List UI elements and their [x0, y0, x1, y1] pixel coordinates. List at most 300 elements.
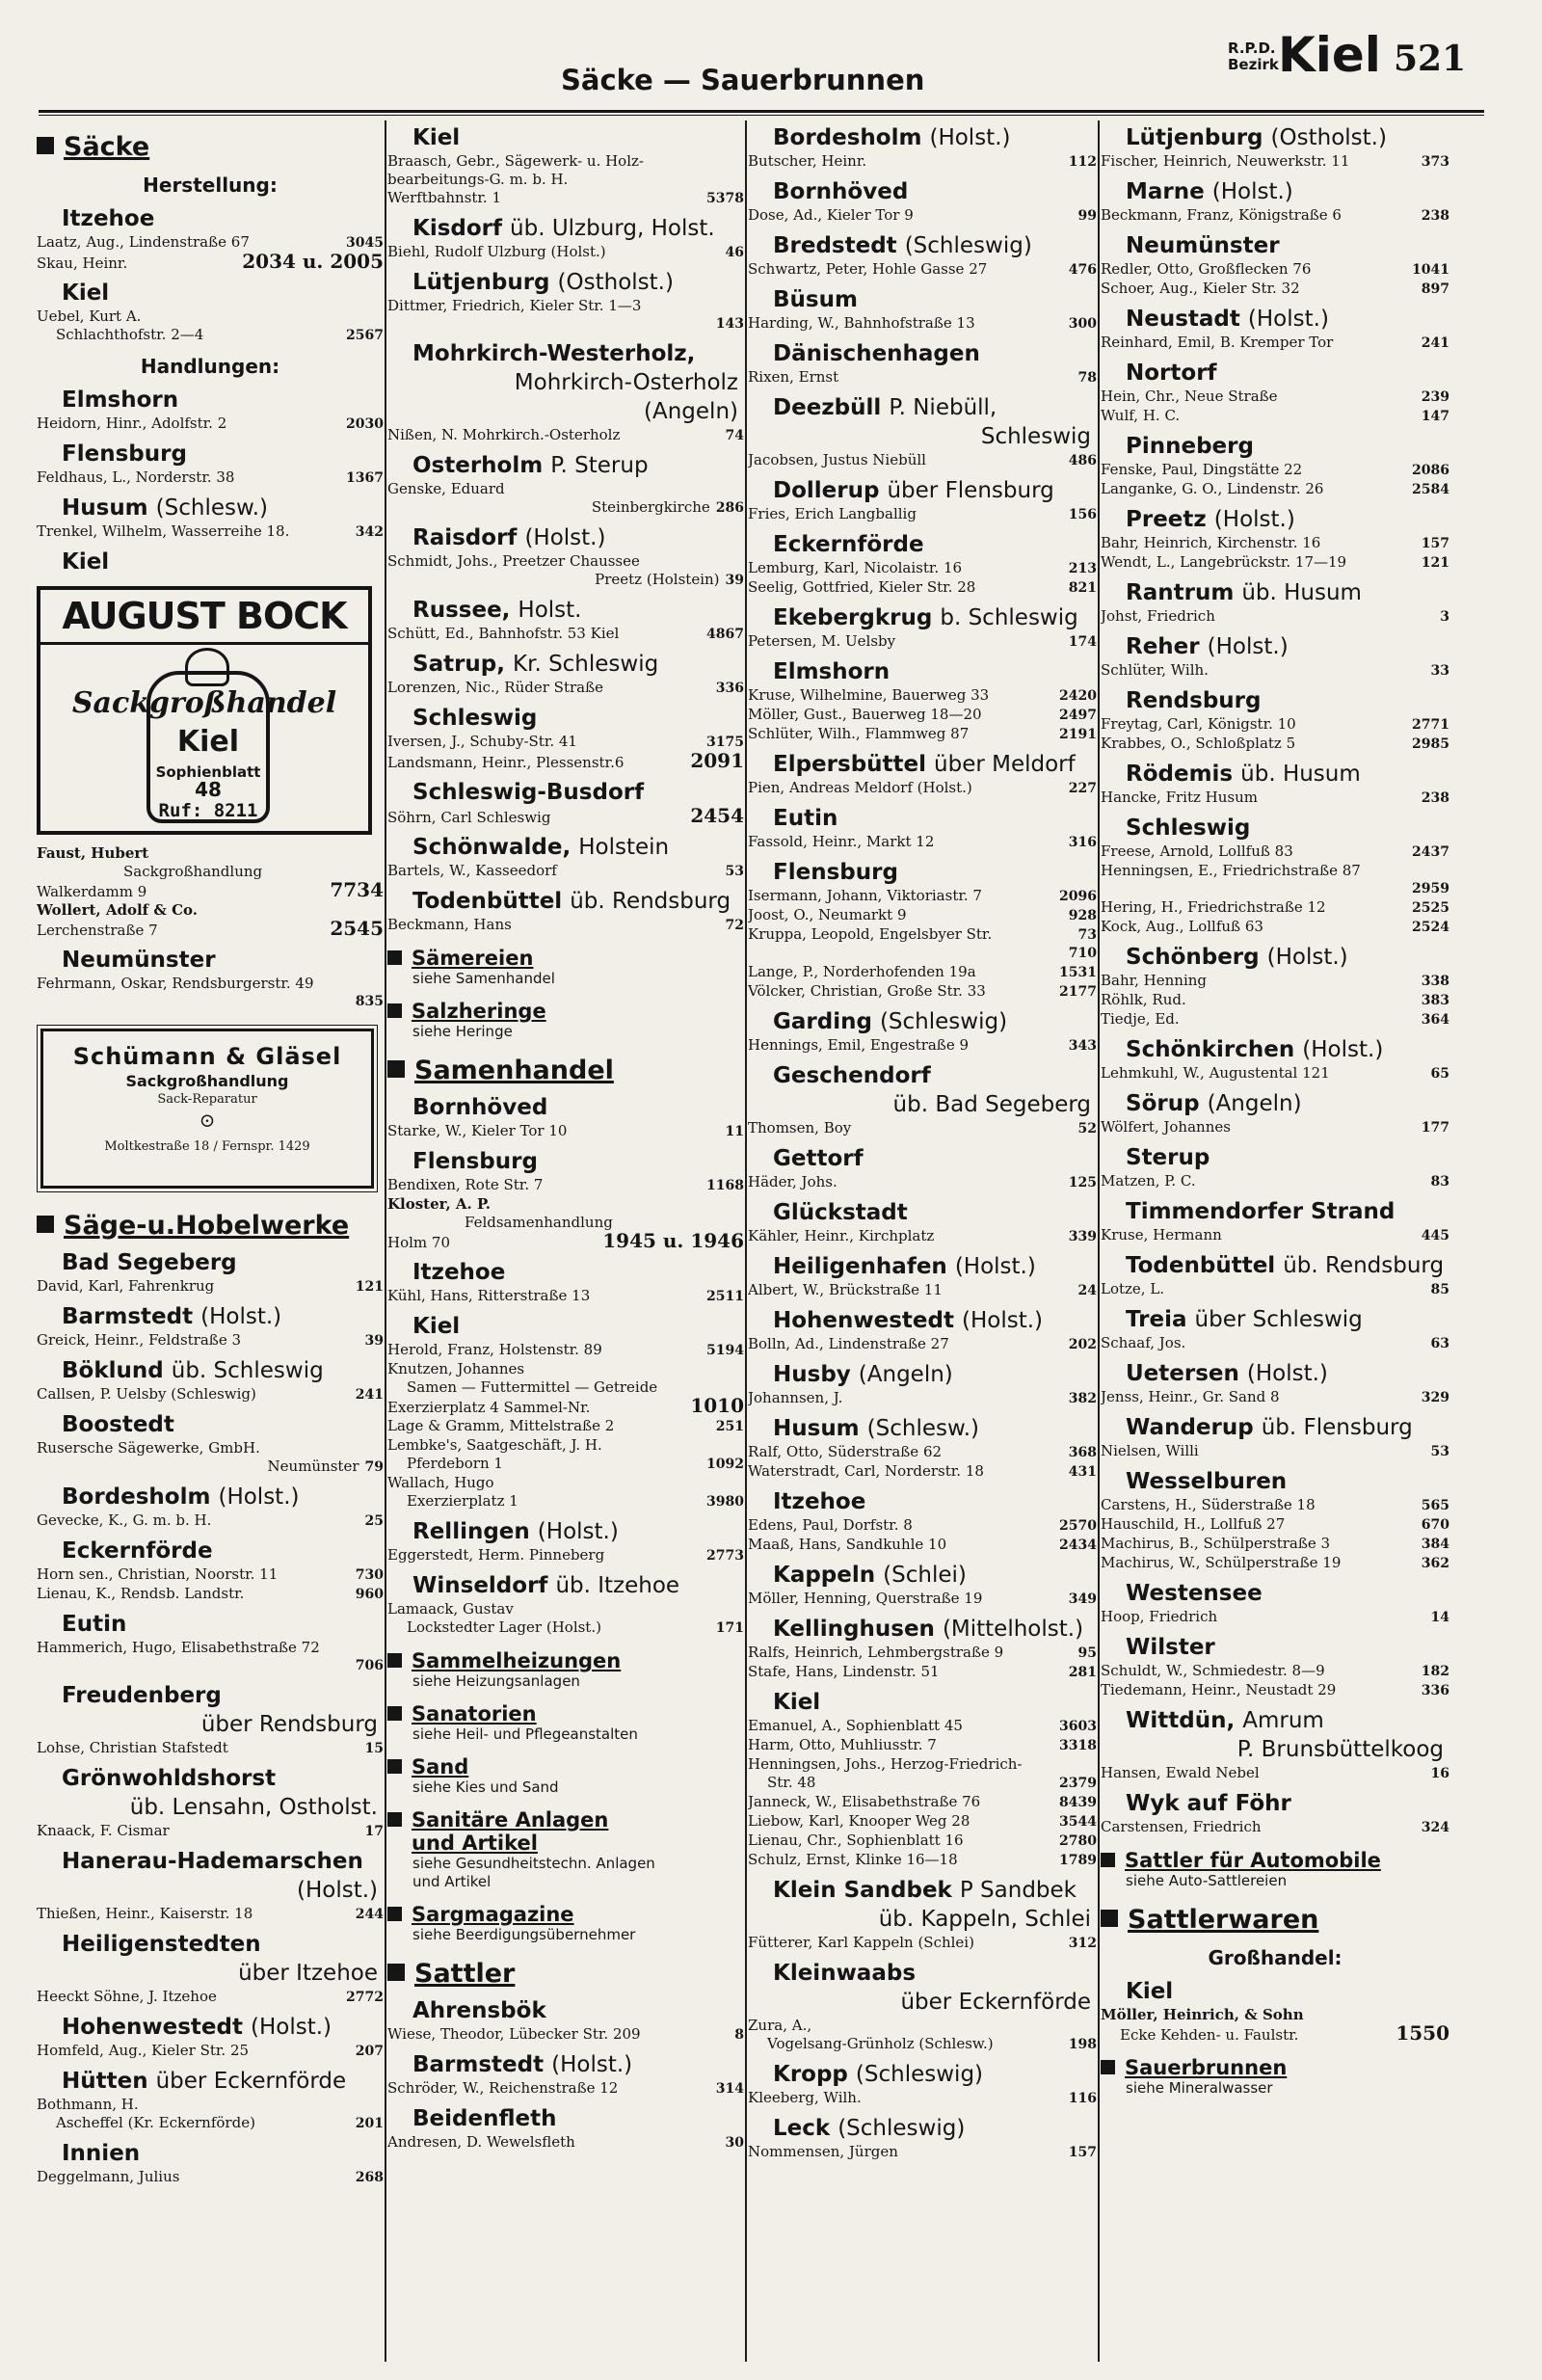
ad-title: Schümann & Gläsel	[72, 1043, 342, 1070]
place-heading: Raisdorf (Holst.)	[412, 525, 606, 550]
ornament-icon: ⊙	[199, 1109, 216, 1132]
listing-entry: Schmidt, Johs., Preetzer Chaussee	[387, 552, 640, 570]
place-heading: Dänischenhagen	[773, 341, 980, 366]
place-heading: Sterup	[1126, 1145, 1210, 1170]
place-heading: Kiel	[62, 281, 110, 306]
running-title: Säcke — Sauerbrunnen	[561, 64, 925, 96]
listing-entry: Henningsen, E., Friedrichstraße 87	[1101, 862, 1361, 879]
listing-entry: Maaß, Hans, Sandkuhle 10 2434	[748, 1536, 1097, 1553]
listing-entry: Zura, A.,	[748, 2017, 812, 2034]
listing-entry: Schlüter, Wilh. 33	[1101, 661, 1449, 679]
reference-text: siehe Heizungsanlagen	[412, 1672, 580, 1690]
place-heading: Satrup, Kr. Schleswig	[412, 652, 659, 677]
section-bullet-icon	[387, 1653, 402, 1668]
page-header	[0, 0, 1542, 116]
place-heading: Ekebergkrug b. Schleswig	[773, 605, 1078, 630]
place-heading: Kropp (Schleswig)	[773, 2062, 984, 2087]
column-divider	[1098, 120, 1100, 2362]
listing-entry: Janneck, W., Elisabethstraße 76 8439	[748, 1793, 1097, 1810]
place-heading: Wanderup üb. Flensburg	[1126, 1415, 1413, 1440]
place-heading: Reher (Holst.)	[1126, 634, 1289, 659]
listing-entry: Hancke, Fritz Husum 238	[1101, 789, 1449, 806]
place-heading: Bordesholm (Holst.)	[62, 1484, 300, 1510]
place-heading: Neumünster	[62, 948, 216, 973]
place-heading: Itzehoe	[62, 206, 155, 231]
place-heading: Rödemis üb. Husum	[1126, 762, 1361, 787]
listing-entry: Möller, Gust., Bauerweg 18—20 2497	[748, 706, 1097, 723]
listing-entry: Fischer, Heinrich, Neuwerkstr. 11 373	[1101, 152, 1449, 170]
listing-entry: Steinbergkirche 286	[591, 498, 744, 516]
reference-heading: Sargmagazine	[387, 1903, 744, 1926]
reference-heading: Sanatorien	[387, 1702, 744, 1725]
place-heading: Sörup (Angeln)	[1126, 1091, 1302, 1116]
listing-entry: Freytag, Carl, Königstr. 10 2771	[1101, 715, 1449, 733]
listing-entry: Ascheffel (Kr. Eckernförde) 201	[56, 2114, 384, 2131]
listing-entry: Kruppa, Leopold, Engelsbyer Str. 73	[748, 925, 1097, 943]
listing-entry: Johst, Friedrich 3	[1101, 607, 1449, 625]
listing-entry: Thießen, Heinr., Kaiserstr. 18 244	[37, 1905, 384, 1922]
listing-entry: Landsmann, Heinr., Plessenstr.6 2091	[387, 749, 744, 772]
listing-entry: Langanke, G. O., Lindenstr. 26 2584	[1101, 480, 1449, 497]
listing-entry: Möller, Heinrich, & Sohn	[1101, 2006, 1304, 2023]
listing-entry: Ralf, Otto, Süderstraße 62 368	[748, 1443, 1097, 1460]
section-heading: Säge-u.Hobelwerke	[37, 1210, 384, 1243]
listing-entry: Lohse, Christian Stafstedt 15	[37, 1739, 384, 1756]
section-bullet-icon	[387, 1907, 402, 1921]
listing-entry: Lockstedter Lager (Holst.) 171	[407, 1618, 744, 1636]
column-3	[748, 118, 1097, 2364]
advertisement-schuemann-glaesel	[40, 1029, 374, 1189]
listing-entry: Hansen, Ewald Nebel 16	[1101, 1764, 1449, 1781]
place-heading: Flensburg	[412, 1149, 538, 1174]
place-heading: Treia über Schleswig	[1126, 1307, 1363, 1332]
listing-entry: bearbeitungs-G. m. b. H.	[387, 171, 569, 188]
district-label-line: Bezirk	[1228, 56, 1279, 73]
listing-entry: Ralfs, Heinrich, Lehmbergstraße 9 95	[748, 1644, 1097, 1661]
listing-entry: Schoer, Aug., Kieler Str. 32 897	[1101, 280, 1449, 297]
listing-entry: Henningsen, Johs., Herzog-Friedrich-	[748, 1755, 1023, 1773]
listing-note: Feldsamenhandlung	[465, 1214, 613, 1231]
place-heading: Flensburg	[773, 860, 898, 885]
listing-entry: Lange, P., Norderhofenden 19a 1531	[748, 963, 1097, 980]
ad-address: Moltkestraße 18 / Fernspr. 1429	[104, 1139, 310, 1154]
district-label	[1228, 40, 1279, 73]
listing-entry: Röhlk, Rud. 383	[1101, 991, 1449, 1008]
page-number: 521	[1394, 39, 1467, 79]
listing-entry: Callsen, P. Uelsby (Schleswig) 241	[37, 1385, 384, 1403]
listing-entry: 2959	[1412, 881, 1449, 896]
place-heading: Deezbüll P. Niebüll, Schleswig	[773, 395, 1091, 449]
listing-entry: Krabbes, O., Schloßplatz 5 2985	[1101, 735, 1449, 752]
place-heading: Pinneberg	[1126, 434, 1254, 459]
place-heading: Husum (Schlesw.)	[773, 1416, 979, 1441]
column-1	[37, 118, 384, 2364]
place-heading: Westensee	[1126, 1581, 1263, 1606]
listing-entry: Waterstradt, Carl, Norderstr. 18 431	[748, 1462, 1097, 1480]
listing-entry: Tiedemann, Heinr., Neustadt 29 336	[1101, 1681, 1449, 1698]
reference-text: siehe Heringe	[412, 1023, 513, 1040]
place-heading: Kiel	[412, 1314, 461, 1339]
place-heading: Kiel	[1126, 1979, 1174, 2004]
reference-text: siehe Beerdigungsübernehmer	[412, 1926, 636, 1943]
header-rule-thin	[39, 115, 1484, 116]
place-heading: Schönkirchen (Holst.)	[1126, 1037, 1384, 1062]
place-heading: Freudenberg über Rendsburg	[62, 1683, 378, 1737]
section-bullet-icon	[1101, 1853, 1115, 1867]
listing-entry: Stafe, Hans, Lindenstr. 51 281	[748, 1663, 1097, 1680]
listing-entry: Joost, O., Neumarkt 9 928	[748, 906, 1097, 923]
place-heading: Eutin	[773, 806, 838, 831]
listing-entry: Matzen, P. C. 83	[1101, 1172, 1449, 1190]
listing-entry: Biehl, Rudolf Ulzburg (Holst.) 46	[387, 243, 744, 260]
listing-entry: Andresen, D. Wewelsfleth 30	[387, 2133, 744, 2151]
place-heading: Heiligenstedten über Itzehoe	[62, 1932, 378, 1986]
section-bullet-icon	[37, 137, 54, 154]
place-heading: Klein Sandbek P Sandbek üb. Kappeln, Schlei	[773, 1878, 1091, 1932]
listing-entry: 143	[715, 316, 744, 332]
place-heading: Neustadt (Holst.)	[1126, 307, 1329, 332]
place-heading: Itzehoe	[412, 1260, 506, 1285]
listing-note: Sackgroßhandlung	[123, 863, 263, 880]
place-heading: Büsum	[773, 287, 858, 312]
listing-entry: Fütterer, Karl Kappeln (Schlei) 312	[748, 1934, 1097, 1951]
place-heading: Schönberg (Holst.)	[1126, 945, 1348, 970]
listing-entry: Heidorn, Hinr., Adolfstr. 2 2030	[37, 414, 384, 432]
place-heading: Russee, Holst.	[412, 598, 582, 623]
place-heading: Osterholm P. Sterup	[412, 453, 649, 478]
listing-entry: Wiese, Theodor, Lübecker Str. 209 8	[387, 2025, 744, 2043]
listing-entry: Pien, Andreas Meldorf (Holst.) 227	[748, 779, 1097, 796]
listing-entry: Machirus, W., Schülperstraße 19 362	[1101, 1554, 1449, 1571]
listing-entry: Trenkel, Wilhelm, Wasserreihe 18. 342	[37, 522, 384, 540]
ad-city: Kiel	[176, 725, 240, 759]
place-heading: Marne (Holst.)	[1126, 179, 1293, 204]
place-heading: Garding (Schleswig)	[773, 1009, 1008, 1034]
section-heading: Säcke	[37, 131, 384, 164]
listing-entry: Rixen, Ernst 78	[748, 368, 1097, 386]
listing-entry: 706	[355, 1658, 384, 1673]
column-divider	[385, 120, 386, 2362]
listing-entry: Schütt, Ed., Bahnhofstr. 53 Kiel 4867	[387, 625, 744, 642]
listing-entry: Petersen, M. Uelsby 174	[748, 632, 1097, 650]
place-heading: Itzehoe	[773, 1489, 866, 1514]
place-heading: Bad Segeberg	[62, 1250, 237, 1275]
listing-entry: Wulf, H. C. 147	[1101, 407, 1449, 424]
place-heading: Eckernförde	[62, 1538, 213, 1564]
place-heading: Timmendorfer Strand	[1126, 1199, 1396, 1224]
place-heading: Hütten über Eckernförde	[62, 2069, 347, 2094]
listing-entry: Jacobsen, Justus Niebüll 486	[748, 451, 1097, 468]
place-heading: Schönwalde, Holstein	[412, 835, 670, 860]
listing-entry: Hering, H., Friedrichstraße 12 2525	[1101, 898, 1449, 916]
place-heading: Husby (Angeln)	[773, 1362, 953, 1387]
place-heading: Elmshorn	[62, 388, 179, 413]
reference-heading: Sand	[387, 1755, 744, 1778]
listing-entry: Pferdeborn 1 1092	[407, 1455, 744, 1472]
listing-entry: Schulz, Ernst, Klinke 16—18 1789	[748, 1851, 1097, 1868]
place-heading: Husum (Schlesw.)	[62, 495, 268, 521]
reference-heading-line: und Artikel	[412, 1832, 538, 1855]
section-heading: Samenhandel	[387, 1055, 744, 1087]
place-heading: Kellinghusen (Mittelholst.)	[773, 1617, 1084, 1642]
subheading: Großhandel:	[1208, 1946, 1343, 1969]
listing-entry: Holm 70 1945 u. 1946	[387, 1229, 744, 1252]
reference-text: und Artikel	[412, 1873, 492, 1890]
section-bullet-icon	[1101, 2060, 1115, 2074]
listing-entry: Bahr, Henning 338	[1101, 972, 1449, 989]
listing-entry: Seelig, Gottfried, Kieler Str. 28 821	[748, 578, 1097, 596]
place-heading: Gettorf	[773, 1146, 864, 1171]
reference-text: siehe Mineralwasser	[1126, 2079, 1273, 2097]
reference-heading: Sammelheizungen	[387, 1649, 744, 1672]
listing-entry: Lienau, Chr., Sophienblatt 16 2780	[748, 1832, 1097, 1849]
reference-heading: Sattler für Automobile	[1101, 1849, 1449, 1872]
listing-entry: Iversen, J., Schuby-Str. 41 3175	[387, 733, 744, 750]
listing-entry: Thomsen, Boy 52	[748, 1119, 1097, 1137]
listing-entry: Homfeld, Aug., Kieler Str. 25 207	[37, 2042, 384, 2059]
listing-entry: Skau, Heinr. 2034 u. 2005	[37, 250, 384, 273]
ad-phone: Ruf: 8211	[158, 800, 258, 821]
place-heading: Leck (Schleswig)	[773, 2116, 966, 2141]
listing-entry: Preetz (Holstein) 39	[595, 571, 744, 588]
listing-entry: Heeckt Söhne, J. Itzehoe 2772	[37, 1988, 384, 2005]
place-heading: Barmstedt (Holst.)	[412, 2052, 633, 2077]
listing-entry: Kruse, Hermann 445	[1101, 1226, 1449, 1243]
listing-entry: Emanuel, A., Sophienblatt 45 3603	[748, 1717, 1097, 1734]
listing-entry: Kühl, Hans, Ritterstraße 13 2511	[387, 1287, 744, 1304]
listing-entry: Kock, Aug., Lollfuß 63 2524	[1101, 918, 1449, 935]
listing-entry: Kloster, A. P.	[387, 1195, 492, 1213]
listing-entry: Machirus, B., Schülperstraße 3 384	[1101, 1535, 1449, 1552]
listing-entry: Wendt, L., Langebrückstr. 17—19 121	[1101, 553, 1449, 571]
listing-entry: Lerchenstraße 7 2545	[37, 917, 384, 940]
district-city: Kiel	[1278, 27, 1381, 83]
listing-entry: Dose, Ad., Kieler Tor 9 99	[748, 206, 1097, 224]
place-heading: Wyk auf Föhr	[1126, 1791, 1291, 1816]
listing-entry: Harding, W., Bahnhofstraße 13 300	[748, 314, 1097, 332]
place-heading: Eutin	[62, 1612, 127, 1637]
listing-entry: Fries, Erich Langballig 156	[748, 505, 1097, 522]
listing-entry: Rusersche Sägewerke, GmbH.	[37, 1439, 260, 1457]
listing-entry: Carstens, H., Süderstraße 18 565	[1101, 1496, 1449, 1513]
listing-entry: Bolln, Ad., Lindenstraße 27 202	[748, 1335, 1097, 1352]
listing-entry: Hoop, Friedrich 14	[1101, 1608, 1449, 1625]
place-heading: Kiel	[773, 1690, 821, 1715]
listing-entry: David, Karl, Fahrenkrug 121	[37, 1277, 384, 1295]
section-bullet-icon	[387, 950, 402, 965]
section-bullet-icon	[387, 1060, 405, 1078]
reference-heading: Sämereien	[387, 947, 744, 970]
place-heading: Mohrkirch-Westerholz, Mohrkirch-Osterholz (Angeln)	[412, 341, 738, 424]
listing-entry: 835	[355, 994, 384, 1009]
listing-entry: Kähler, Heinr., Kirchplatz 339	[748, 1227, 1097, 1244]
listing-entry: Edens, Paul, Dorfstr. 8 2570	[748, 1516, 1097, 1534]
listing-entry: Hauschild, H., Lollfuß 27 670	[1101, 1515, 1449, 1533]
place-heading: Kleinwaabs über Eckernförde	[773, 1961, 1091, 2015]
place-heading: Rantrum üb. Husum	[1126, 580, 1362, 605]
listing-entry: Lorenzen, Nic., Rüder Straße 336	[387, 679, 744, 696]
place-heading: Dollerup über Flensburg	[773, 478, 1054, 503]
listing-entry: Albert, W., Brückstraße 11 24	[748, 1281, 1097, 1298]
listing-entry: Uebel, Kurt A.	[37, 308, 142, 325]
ad-address-line: Sophienblatt	[155, 763, 261, 781]
ad-address-line: 48	[195, 778, 222, 801]
section-bullet-icon	[37, 1216, 54, 1233]
listing-entry: Dittmer, Friedrich, Kieler Str. 1—3	[387, 297, 642, 314]
listing-entry: Herold, Franz, Holstenstr. 89 5194	[387, 1341, 744, 1358]
listing-entry: Schröder, W., Reichenstraße 12 314	[387, 2079, 744, 2097]
place-heading: Nortorf	[1126, 361, 1217, 386]
place-heading: Wilster	[1126, 1635, 1215, 1660]
place-heading: Uetersen (Holst.)	[1126, 1361, 1328, 1386]
place-heading: Böklund üb. Schleswig	[62, 1358, 324, 1383]
listing-entry: Gevecke, K., G. m. b. H. 25	[37, 1511, 384, 1529]
listing-entry: Lage & Gramm, Mittelstraße 2 251	[387, 1417, 744, 1434]
place-heading: Elpersbüttel über Meldorf	[773, 752, 1076, 777]
place-heading: Innien	[62, 2141, 141, 2166]
listing-entry: Schlüter, Wilh., Flammweg 87 2191	[748, 725, 1097, 742]
listing-entry: Söhrn, Carl Schleswig 2454	[387, 804, 744, 827]
place-heading: Schleswig-Busdorf	[412, 780, 645, 805]
listing-entry: Horn sen., Christian, Noorstr. 11 730	[37, 1565, 384, 1583]
listing-entry: Genske, Eduard	[387, 480, 505, 497]
reference-text: siehe Heil- und Pflegeanstalten	[412, 1725, 638, 1743]
listing-entry: Freese, Arnold, Lollfuß 83 2437	[1101, 842, 1449, 860]
reference-text: siehe Auto-Sattlereien	[1126, 1872, 1288, 1889]
place-heading: Kiel	[412, 125, 461, 150]
listing-entry: Laatz, Aug., Lindenstraße 67 3045	[37, 233, 384, 251]
listing-entry: Beckmann, Franz, Königstraße 6 238	[1101, 206, 1449, 224]
place-heading: Rendsburg	[1126, 688, 1262, 713]
ad-subtitle: Sackgroßhandlung	[125, 1072, 289, 1090]
listing-entry: Kruse, Wilhelmine, Bauerweg 33 2420	[748, 686, 1097, 704]
advertisement-august-bock	[37, 586, 372, 835]
listing-entry: Hammerich, Hugo, Elisabethstraße 72	[37, 1639, 320, 1656]
place-heading: Schleswig	[412, 706, 538, 731]
listing-entry: Walkerdamm 9 7734	[37, 878, 384, 901]
reference-text: siehe Kies und Sand	[412, 1778, 559, 1796]
place-heading: Beidenfleth	[412, 2106, 557, 2131]
listing-entry: Faust, Hubert	[37, 844, 149, 862]
listing-entry: Exerzierplatz 1 3980	[407, 1492, 744, 1510]
place-heading: Bordesholm (Holst.)	[773, 125, 1011, 150]
listing-entry: 710	[1068, 946, 1097, 961]
listing-entry: Nielsen, Willi 53	[1101, 1442, 1449, 1459]
place-heading: Kisdorf üb. Ulzburg, Holst.	[412, 216, 715, 241]
place-heading: Kiel	[62, 549, 110, 575]
section-bullet-icon	[1101, 1910, 1118, 1927]
listing-entry: Vogelsang-Grünholz (Schlesw.) 198	[767, 2035, 1097, 2052]
place-heading: Preetz (Holst.)	[1126, 507, 1295, 532]
place-heading: Wittdün, Amrum P. Brunsbüttelkoog	[1126, 1708, 1444, 1762]
listing-entry: Deggelmann, Julius 268	[37, 2168, 384, 2185]
header-rule	[39, 110, 1484, 113]
ad-slogan: Sackgroßhandel	[71, 686, 337, 720]
place-heading: Eckernförde	[773, 532, 924, 557]
place-heading: Hanerau-Hademarschen (Holst.)	[62, 1849, 378, 1903]
listing-entry: Lotze, L. 85	[1101, 1280, 1449, 1297]
listing-entry: Eggerstedt, Herm. Pinneberg 2773	[387, 1546, 744, 1564]
place-heading: Winseldorf üb. Itzehoe	[412, 1573, 680, 1598]
listing-entry: Liebow, Karl, Knooper Weg 28 3544	[748, 1812, 1097, 1830]
listing-entry: Möller, Henning, Querstraße 19 349	[748, 1590, 1097, 1607]
listing-entry: Lienau, K., Rendsb. Landstr. 960	[37, 1585, 384, 1602]
column-2	[387, 118, 744, 2364]
listing-entry: Greick, Heinr., Feldstraße 3 39	[37, 1331, 384, 1349]
listing-entry: Knaack, F. Cismar 17	[37, 1822, 384, 1839]
place-heading: Bornhöved	[773, 179, 909, 204]
place-heading: Geschendorf üb. Bad Segeberg	[773, 1063, 1091, 1117]
listing-entry: Bartels, W., Kasseedorf 53	[387, 862, 744, 879]
listing-entry: Lehmkuhl, W., Augustental 121 65	[1101, 1064, 1449, 1082]
listing-entry: Bothmann, H.	[37, 2096, 139, 2113]
listing-entry: Hein, Chr., Neue Straße 239	[1101, 388, 1449, 405]
place-heading: Flensburg	[62, 441, 187, 467]
place-heading: Neumünster	[1126, 233, 1280, 258]
listing-entry: Werftbahnstr. 1 5378	[387, 189, 744, 206]
place-heading: Wesselburen	[1126, 1469, 1288, 1494]
listing-entry: Schlachthofstr. 2—4 2567	[56, 326, 384, 343]
section-heading: Sattler	[387, 1958, 744, 1991]
place-heading: Ahrensbök	[412, 1998, 546, 2023]
listing-entry: Fenske, Paul, Dingstätte 22 2086	[1101, 461, 1449, 478]
listing-entry: Schwartz, Peter, Hohle Gasse 27 476	[748, 260, 1097, 278]
listing-entry: Johannsen, J. 382	[748, 1389, 1097, 1406]
listing-entry: Butscher, Heinr. 112	[748, 152, 1097, 170]
reference-text: siehe Gesundheitstechn. Anlagen	[412, 1855, 655, 1872]
listing-entry: Lembke's, Saatgeschäft, J. H.	[387, 1436, 602, 1454]
place-heading: Kappeln (Schlei)	[773, 1563, 967, 1588]
place-heading: Hohenwestedt (Holst.)	[62, 2015, 332, 2040]
listing-entry: Feldhaus, L., Norderstr. 38 1367	[37, 468, 384, 486]
listing-entry: Samen — Futtermittel — Getreide	[407, 1378, 658, 1396]
ad-text: Sack-Reparatur	[157, 1092, 257, 1107]
listing-entry: Lamaack, Gustav	[387, 1600, 514, 1618]
place-heading: Todenbüttel üb. Rendsburg	[1126, 1253, 1445, 1278]
district-label-line: R.P.D.	[1228, 40, 1276, 57]
section-bullet-icon	[387, 1964, 405, 1981]
listing-entry: Exerzierplatz 4 Sammel-Nr. 1010	[387, 1394, 744, 1417]
section-bullet-icon	[387, 1706, 402, 1721]
listing-entry: Schaaf, Jos. 63	[1101, 1334, 1449, 1351]
section-heading: Sattlerwaren	[1101, 1904, 1449, 1937]
listing-entry: Fehrmann, Oskar, Rendsburgerstr. 49	[37, 975, 314, 992]
place-heading: Schleswig	[1126, 816, 1251, 841]
place-heading: Glückstadt	[773, 1200, 908, 1225]
listing-entry: Jenss, Heinr., Gr. Sand 8 329	[1101, 1388, 1449, 1405]
listing-entry: Starke, W., Kieler Tor 10 11	[387, 1122, 744, 1139]
listing-entry: Str. 48 2379	[767, 1774, 1097, 1791]
listing-entry: Tiedje, Ed. 364	[1101, 1010, 1449, 1028]
place-heading: Hohenwestedt (Holst.)	[773, 1308, 1044, 1333]
place-heading: Rellingen (Holst.)	[412, 1519, 619, 1544]
listing-entry: Bahr, Heinrich, Kirchenstr. 16 157	[1101, 534, 1449, 551]
place-heading: Bornhöved	[412, 1095, 548, 1120]
reference-heading: Salzheringe	[387, 1000, 744, 1023]
place-heading: Bredstedt (Schleswig)	[773, 233, 1032, 258]
listing-entry: Nommensen, Jürgen 157	[748, 2143, 1097, 2160]
reference-heading: Sauerbrunnen	[1101, 2056, 1449, 2079]
place-heading: Grönwohldshorst üb. Lensahn, Ostholst.	[62, 1766, 378, 1820]
listing-entry: Harm, Otto, Muhliusstr. 7 3318	[748, 1736, 1097, 1753]
reference-text: siehe Samenhandel	[412, 970, 555, 987]
column-divider	[745, 120, 747, 2362]
listing-entry: Bendixen, Rote Str. 7 1168	[387, 1176, 744, 1193]
section-bullet-icon	[387, 1759, 402, 1774]
listing-entry: Reinhard, Emil, B. Kremper Tor 241	[1101, 334, 1449, 351]
ad-title: AUGUST BOCK	[40, 590, 368, 645]
listing-entry: Carstensen, Friedrich 324	[1101, 1818, 1449, 1835]
